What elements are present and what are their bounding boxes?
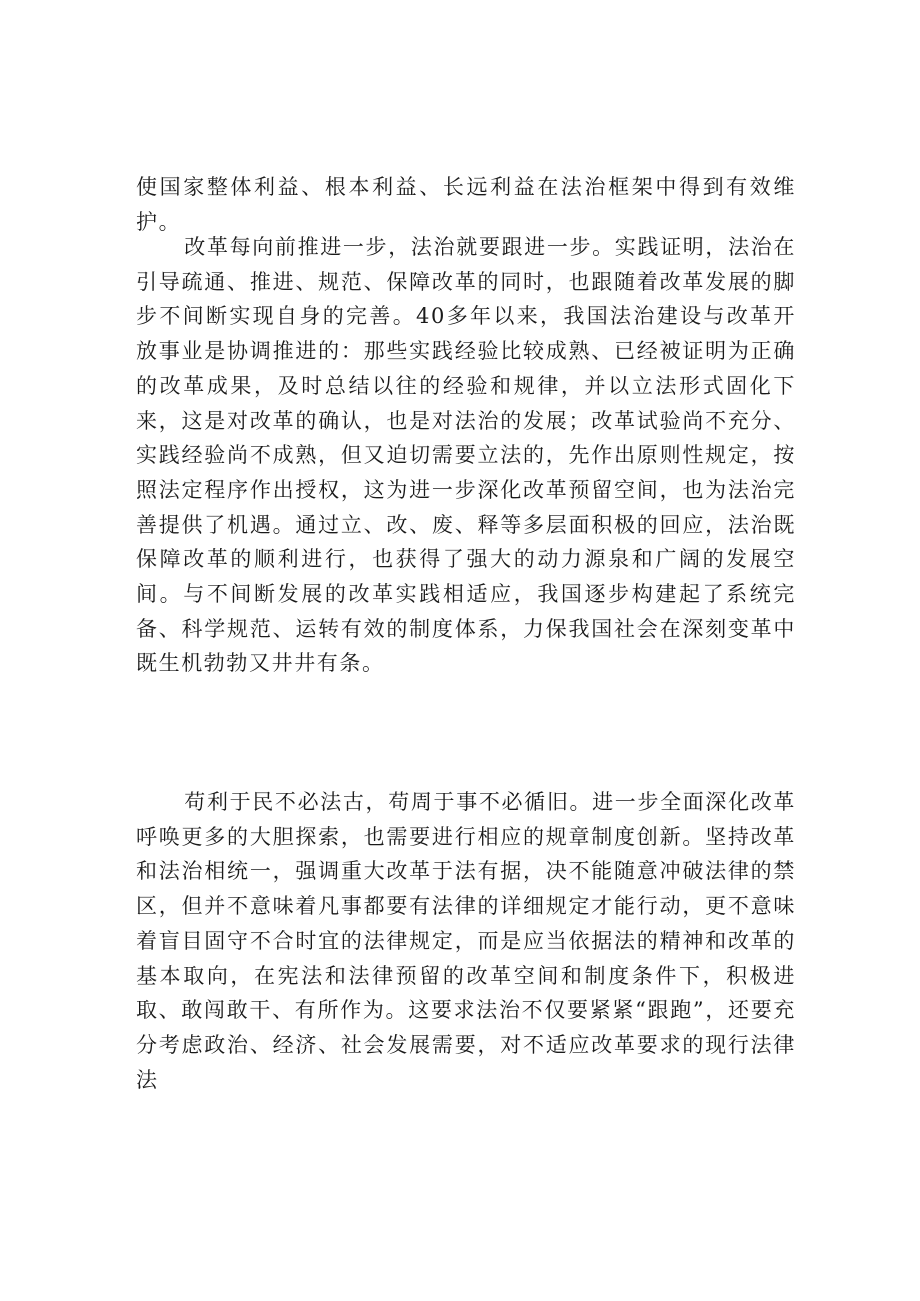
paragraph-continuation	[136, 170, 796, 239]
paragraph-text: 使国家整体利益、根本利益、长远利益在法治框架中得到有效维护。	[136, 175, 796, 234]
paragraph-text: 苟利于民不必法古，苟周于事不必循旧。进一步全面深化改革呼唤更多的大胆探索，也需要进行相应的规章制度创新。坚持改革和法治相统一，强调重大改革于法有据，决不能随意冲破法律的禁区，但并不意味着凡事都要有法律的详细规定才能行动，更不意味着盲目固守不合时宜的法律规定，而是应当依据法的精神和改革的基本取向，在宪法和法律预留的改革空间和制度条件下，积极进取、敢闯敢干、有所作为。这要求法治不仅要紧紧“跟跑”，还要充分考虑政治、经济、社会发展需要，对不适应改革要求的现行法律法	[136, 790, 796, 1092]
paragraph-text: 改革每向前推进一步，法治就要跟进一步。实践证明，法治在引导疏通、推进、规范、保障改革的同时，也跟随着改革发展的脚步不间断实现自身的完善。40多年以来，我国法治建设与改革开放事业是协调推进的：那些实践经验比较成熟、已经被证明为正确的改革成果，及时总结以往的经验和规律，并以立法形式固化下来，这是对改革的确认，也是对法治的发展；改革试验尚不充分、实践经验尚不成熟，但又迫切需要立法的，先作出原则性规定，按照法定程序作出授权，这为进一步深化改革预留空间，也为法治完善提供了机遇。通过立、改、废、释等多层面积极的回应，法治既保障改革的顺利进行，也获得了强大的动力源泉和广阔的发展空间。与不间断发展的改革实践相适应，我国逐步构建起了系统完备、科学规范、运转有效的制度体系，力保我国社会在深刻变革中既生机勃勃又井井有条。	[136, 235, 796, 676]
paragraph-reform-and-rule-of-law	[136, 230, 796, 681]
paragraph-innovation	[136, 785, 796, 1097]
